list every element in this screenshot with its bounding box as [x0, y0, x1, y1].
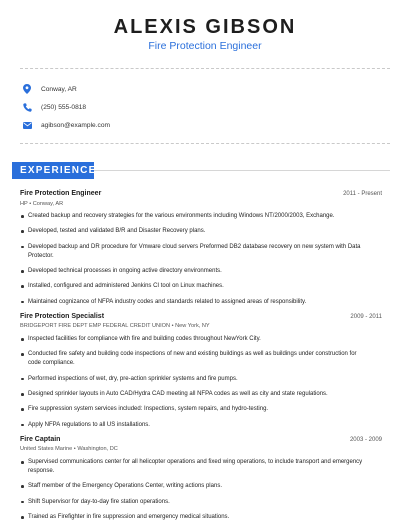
mail-icon	[22, 120, 32, 130]
candidate-role: Fire Protection Engineer	[148, 40, 262, 52]
contact-divider	[20, 143, 390, 144]
list-item: Trained as Firefighter in fire suppression and emergency medical situations.	[20, 513, 365, 522]
contact-phone	[22, 102, 86, 112]
list-item: Apply NFPA regulations to all US installations.	[20, 421, 365, 430]
job-title: Fire Protection Engineer	[20, 190, 102, 197]
separator-dot: •	[171, 323, 176, 329]
job-bullets	[20, 458, 365, 528]
job-location: Washington, DC	[77, 446, 118, 452]
location-pin-icon	[22, 84, 32, 94]
list-item: Developed technical processes in ongoing active directory environments.	[20, 267, 365, 276]
list-item: Created backup and recovery strategies for the various environments including Windows NT/2000/2003, Exchange.	[20, 212, 365, 221]
job-dates: 2009 - 2011	[350, 314, 382, 320]
job-dates: 2003 - 2009	[349, 437, 382, 443]
list-item: Supervised communications center for all helicopter operations and fixed wing operations, to include transport and emergency response.	[20, 458, 365, 476]
list-item: Conducted fire safety and building code inspections of new and existing buildings as well as buildings under construction for code compliance.	[20, 350, 365, 368]
list-item: Developed backup and DR procedure for Vmware cloud servers Preformed DB2 database recovery on new system with Data Protector.	[20, 243, 365, 261]
job-bullets	[20, 212, 365, 313]
email-text[interactable]: agibson@example.com	[41, 121, 111, 129]
list-item: Inspected facilities for compliance with fire and building codes throughout NewYork City.	[20, 335, 365, 344]
section-rule	[94, 170, 390, 171]
list-item: Shift Supervisor for day-to-day fire station operations.	[20, 498, 365, 507]
contact-location	[22, 84, 77, 94]
job-bullets	[20, 335, 365, 436]
location-text: Conway, AR	[41, 85, 77, 93]
job-location: New York, NY	[175, 323, 210, 329]
list-item: Performed inspections of wet, dry, pre-action sprinkler systems and fire pumps.	[20, 375, 365, 384]
job-title: Fire Captain	[20, 436, 61, 443]
phone-text: (250) 555-0818	[41, 103, 87, 111]
job-company-line	[20, 446, 118, 452]
candidate-name: ALEXIS GIBSON	[113, 16, 297, 38]
list-item: Staff member of the Emergency Operations Center, writing actions plans.	[20, 482, 365, 491]
list-item: Developed, tested and validated B/R and Disaster Recovery plans.	[20, 227, 365, 236]
job-title: Fire Protection Specialist	[20, 313, 105, 320]
list-item: Installed, configured and administered Jenkins CI tool on Linux machines.	[20, 282, 365, 291]
header-divider	[20, 68, 390, 69]
job-company: United States Marine	[20, 446, 73, 452]
job-location: Conway, AR	[32, 201, 64, 207]
job-company: HP	[20, 201, 28, 207]
phone-icon	[22, 102, 32, 112]
experience-heading: EXPERIENCE	[12, 162, 94, 179]
separator-dot: •	[73, 446, 78, 452]
job-company-line	[20, 201, 63, 207]
contact-email[interactable]	[22, 120, 110, 130]
list-item: Fire suppression system services included: Inspections, system repairs, and hydro-testing.	[20, 405, 365, 414]
job-dates: 2011 - Present	[343, 191, 382, 197]
list-item: Maintained cognizance of NFPA industry codes and standards related to assigned areas of responsibility.	[20, 298, 365, 307]
separator-dot: •	[29, 201, 33, 207]
list-item: Designed sprinkler layouts in Auto CAD/Hydra CAD meeting all NFPA codes as well as city and state regulations.	[20, 390, 365, 399]
job-company: BRIDGEPORT FIRE DEPT EMP FEDERAL CREDIT UNION	[20, 323, 171, 329]
job-company-line	[20, 323, 210, 329]
